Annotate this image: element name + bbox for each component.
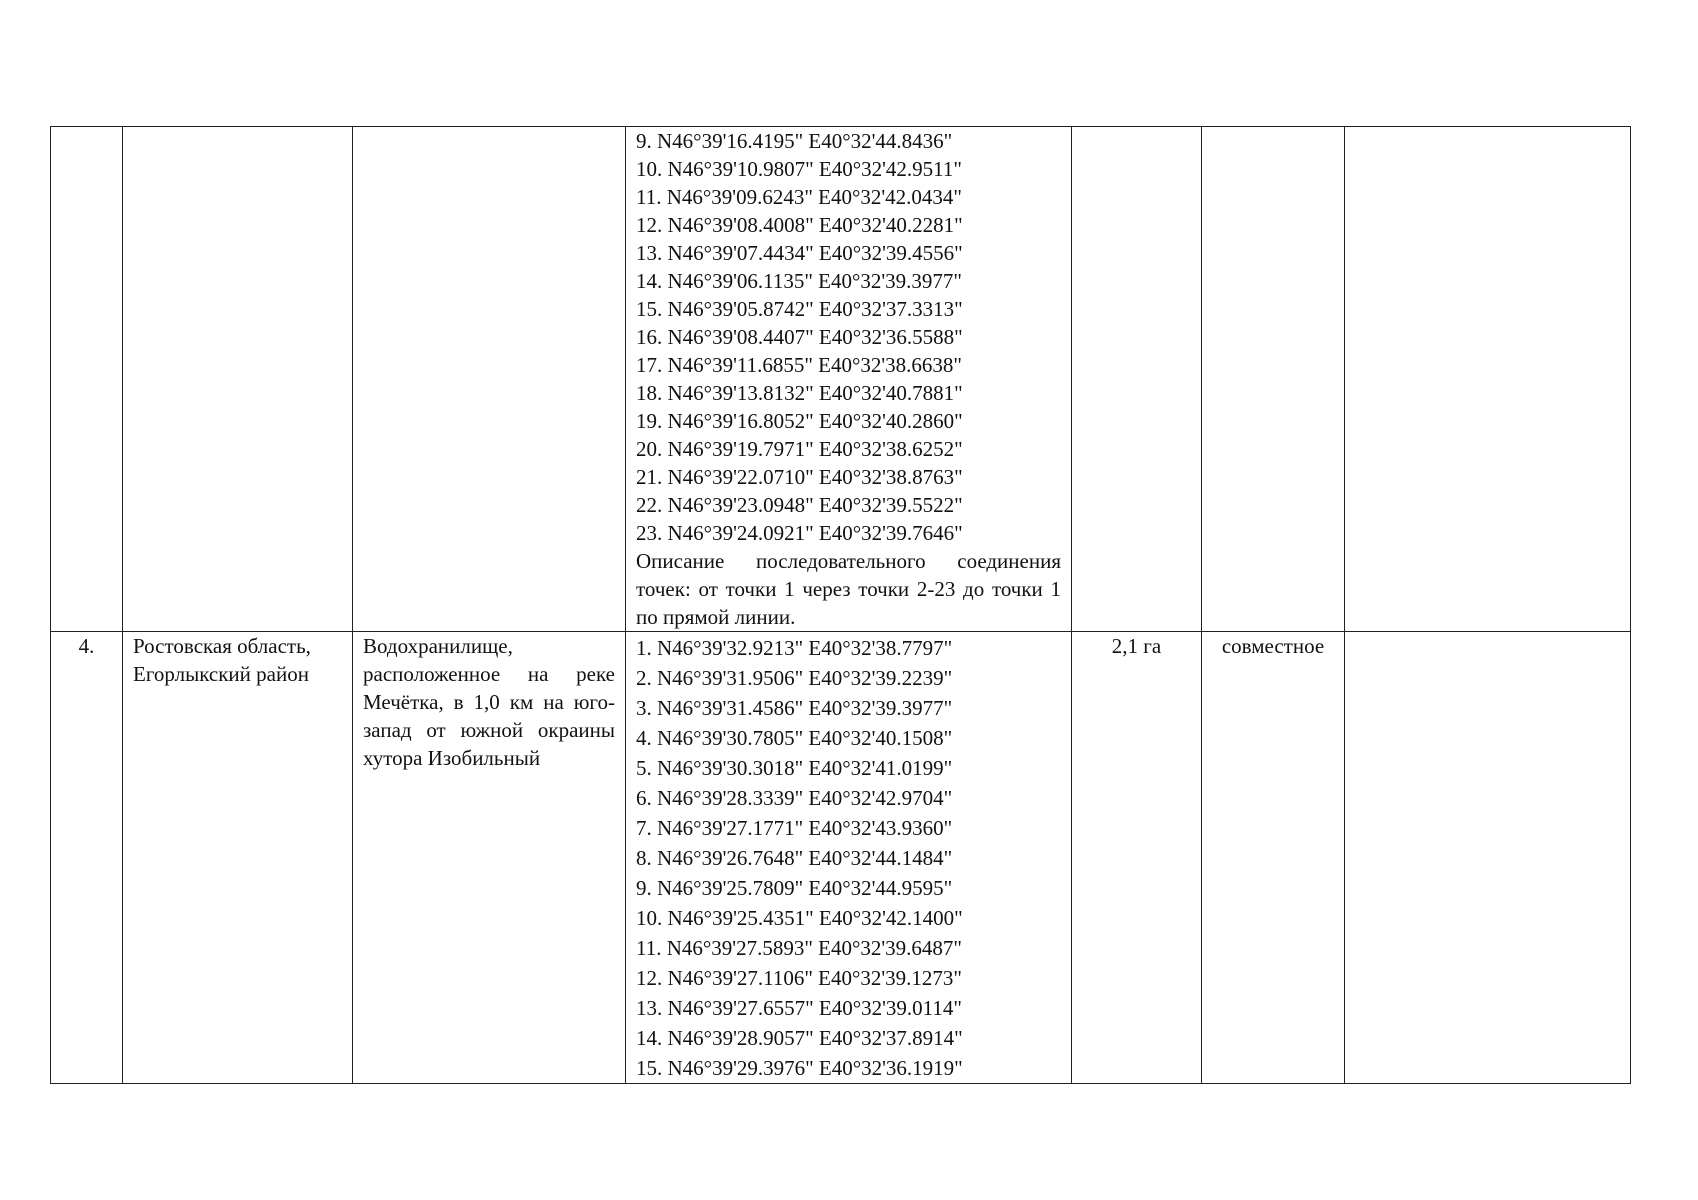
coordinate-line: 13. N46°39'27.6557" E40°32'39.0114" [636,996,962,1020]
coordinate-line: 12. N46°39'08.4008" E40°32'40.2281" [636,213,963,237]
coordinate-line: 13. N46°39'07.4434" E40°32'39.4556" [636,241,963,265]
coordinate-line: 6. N46°39'28.3339" E40°32'42.9704" [636,786,953,810]
coordinate-line: 10. N46°39'10.9807" E40°32'42.9511" [636,157,962,181]
cell-note [1345,632,1631,1084]
coordinate-line: 19. N46°39'16.8052" E40°32'40.2860" [636,409,963,433]
coordinate-line: 12. N46°39'27.1106" E40°32'39.1273" [636,966,962,990]
coordinate-line: 15. N46°39'29.3976" E40°32'36.1919" [636,1056,963,1080]
cell-number [51,127,123,632]
cell-usage-form [1202,127,1345,632]
coordinate-line: 9. N46°39'25.7809" E40°32'44.9595" [636,876,953,900]
document-table [50,126,1631,1084]
cell-region [123,127,353,632]
connection-description: Описание последовательного соединения точек: от точки 1 через точки 2-23 до точки 1 по прямой линии. [636,549,1061,629]
coordinate-line: 18. N46°39'13.8132" E40°32'40.7881" [636,381,963,405]
table-row-continued [51,127,1631,632]
coordinate-line: 10. N46°39'25.4351" E40°32'42.1400" [636,906,963,930]
coordinate-line: 5. N46°39'30.3018" E40°32'41.0199" [636,756,953,780]
coordinate-line: 8. N46°39'26.7648" E40°32'44.1484" [636,846,953,870]
coordinate-line: 14. N46°39'28.9057" E40°32'37.8914" [636,1026,963,1050]
coordinate-line: 11. N46°39'09.6243" E40°32'42.0434" [636,185,962,209]
coordinate-line: 4. N46°39'30.7805" E40°32'40.1508" [636,726,953,750]
coordinate-line: 16. N46°39'08.4407" E40°32'36.5588" [636,325,963,349]
table-row-4 [51,632,1631,1084]
coordinate-line: 23. N46°39'24.0921" E40°32'39.7646" [636,521,963,545]
coordinate-line: 22. N46°39'23.0948" E40°32'39.5522" [636,493,963,517]
coordinate-line: 17. N46°39'11.6855" E40°32'38.6638" [636,353,962,377]
coordinate-line: 1. N46°39'32.9213" E40°32'38.7797" [636,636,953,660]
coordinate-line: 21. N46°39'22.0710" E40°32'38.8763" [636,465,963,489]
cell-number: 4. [51,632,123,1084]
coordinate-line: 2. N46°39'31.9506" E40°32'39.2239" [636,666,953,690]
coordinate-line: 20. N46°39'19.7971" E40°32'38.6252" [636,437,963,461]
cell-usage-form: совместное [1202,632,1345,1084]
description-text: Водохранилище, расположенное на реке Мечётка, в 1,0 км на юго-запад от южной окраины хутора Изобильный [363,634,615,770]
coordinate-line: 11. N46°39'27.5893" E40°32'39.6487" [636,936,962,960]
coordinate-line: 15. N46°39'05.8742" E40°32'37.3313" [636,297,963,321]
cell-description [353,632,626,1084]
cell-area [1072,127,1202,632]
cell-coordinates [626,632,1072,1084]
coordinate-line: 14. N46°39'06.1135" E40°32'39.3977" [636,269,962,293]
coordinate-line: 7. N46°39'27.1771" E40°32'43.9360" [636,816,953,840]
coordinate-line: 3. N46°39'31.4586" E40°32'39.3977" [636,696,953,720]
cell-area: 2,1 га [1072,632,1202,1084]
cell-coordinates [626,127,1072,632]
coordinate-line: 9. N46°39'16.4195" E40°32'44.8436" [636,129,953,153]
cell-region: Ростовская область, Егорлыкский район [123,632,353,1084]
cell-note [1345,127,1631,632]
cell-description [353,127,626,632]
